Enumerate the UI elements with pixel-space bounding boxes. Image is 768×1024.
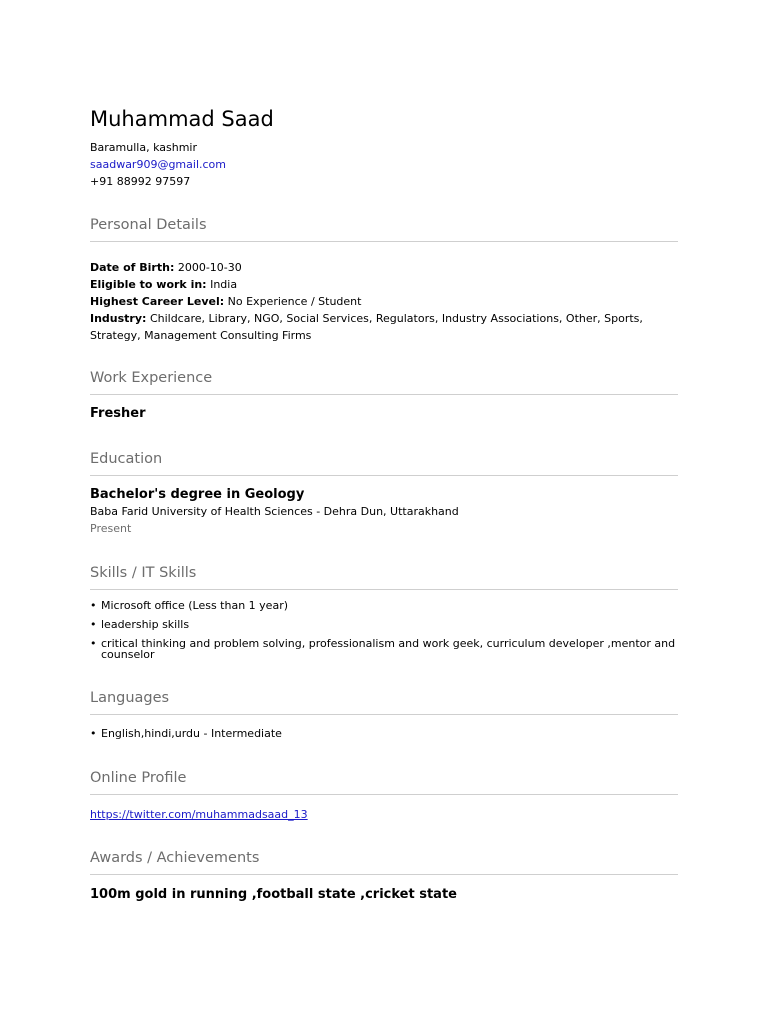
languages-heading: Languages (90, 690, 678, 715)
dob-row (90, 259, 670, 276)
career-level-label: Highest Career Level: (90, 295, 225, 308)
eligible-row (90, 276, 670, 293)
location-text: Baramulla, kashmir (90, 141, 197, 154)
dob-value: 2000-10-30 (177, 261, 242, 274)
industry-value: Childcare, Library, NGO, Social Services, Regulators, Industry Associations, Other, Sports, Strategy, Management Consulting Firms (90, 312, 643, 342)
personal-details-block (90, 259, 670, 344)
personal-details-heading: Personal Details (90, 217, 678, 242)
bullet-icon: • (90, 618, 97, 631)
email-line (90, 156, 226, 173)
skill-text: critical thinking and problem solving, professionalism and work geek, curriculum developer ,mentor and counselor (101, 637, 676, 661)
school-name: Baba Farid University of Health Sciences - Dehra Dun, Uttarakhand (90, 505, 459, 518)
bullet-icon: • (90, 727, 97, 740)
bullet-icon: • (90, 637, 97, 650)
phone-text: +91 88992 97597 (90, 175, 191, 188)
education-heading: Education (90, 451, 678, 476)
work-experience-value: Fresher (90, 406, 146, 421)
list-item (90, 600, 678, 611)
candidate-name: Muhammad Saad (90, 107, 274, 131)
education-period: Present (90, 522, 132, 535)
industry-row (90, 310, 670, 344)
awards-value: 100m gold in running ,football state ,cricket state (90, 887, 457, 902)
list-item (90, 728, 678, 739)
languages-list (90, 728, 678, 747)
skills-heading: Skills / IT Skills (90, 565, 678, 590)
list-item (90, 638, 678, 660)
career-level-row (90, 293, 670, 310)
eligible-value: India (210, 278, 238, 291)
twitter-profile-link[interactable]: https://twitter.com/muhammadsaad_13 (90, 808, 308, 821)
industry-label: Industry: (90, 312, 147, 325)
dob-label: Date of Birth: (90, 261, 175, 274)
bullet-icon: • (90, 599, 97, 612)
skill-text: leadership skills (101, 618, 190, 631)
list-item (90, 619, 678, 630)
online-profile-heading: Online Profile (90, 770, 678, 795)
degree-title: Bachelor's degree in Geology (90, 487, 305, 502)
skill-text: Microsoft office (Less than 1 year) (101, 599, 289, 612)
language-text: English,hindi,urdu - Intermediate (101, 727, 282, 740)
eligible-label: Eligible to work in: (90, 278, 207, 291)
career-level-value: No Experience / Student (227, 295, 362, 308)
email-link[interactable]: saadwar909@gmail.com (90, 158, 226, 171)
work-experience-heading: Work Experience (90, 370, 678, 395)
awards-heading: Awards / Achievements (90, 850, 678, 875)
skills-list (90, 600, 678, 668)
